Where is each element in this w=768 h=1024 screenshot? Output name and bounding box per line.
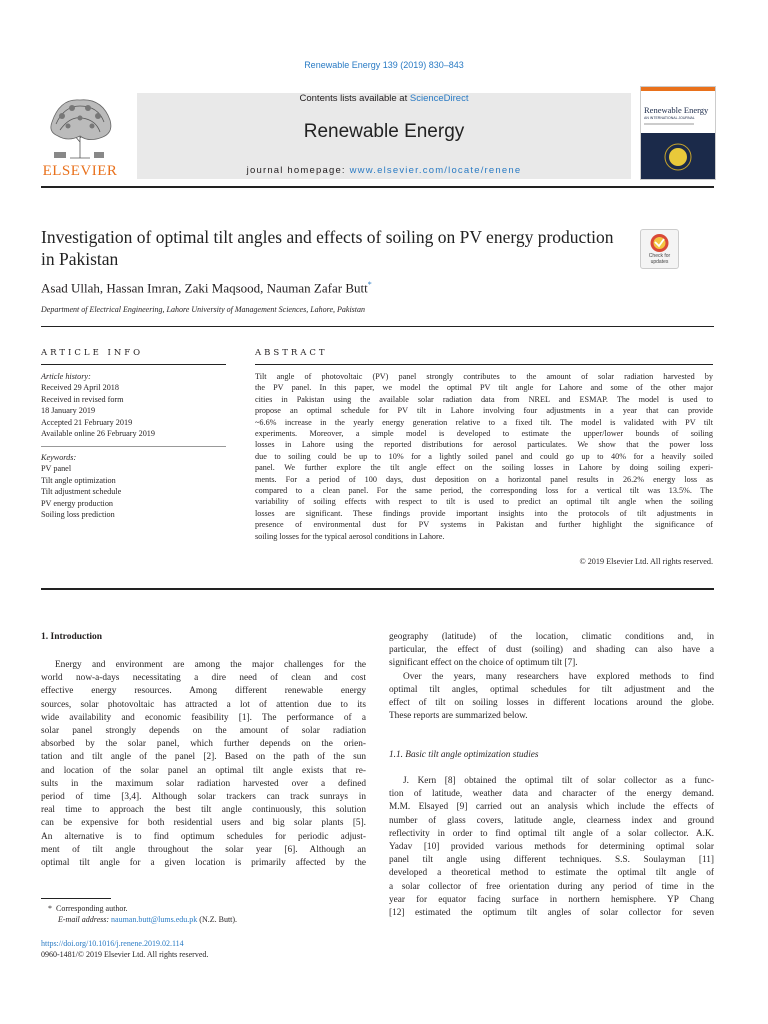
abstract-line: losses are significant. These findings provide important insights into the protocols of tilt adjustments in — [255, 508, 713, 518]
subsection-paragraph — [389, 775, 714, 920]
keyword-item: PV panel — [41, 464, 72, 474]
body-line: J. Kern [8] obtained the optimal tilt of solar collector as a func- — [403, 776, 714, 786]
keyword-item: Tilt angle optimization — [41, 475, 116, 485]
history-item: Received 29 April 2018 — [41, 383, 119, 393]
corresponding-author-mark[interactable]: * — [367, 280, 372, 289]
history-item: Accepted 21 February 2019 — [41, 417, 133, 427]
footnote — [48, 903, 368, 925]
body-line: sources, solar photovoltaic has attracted a lot of attention due to its — [41, 699, 366, 710]
cover-title: Renewable Energy — [644, 105, 709, 115]
doi-link[interactable]: https://doi.org/10.1016/j.renene.2019.02.114 — [41, 939, 184, 948]
body-line: sults in the maximum solar radiation harvested over a defined — [41, 778, 366, 789]
body-line: wide availability and economic feasibility [1]. The performance of a — [41, 712, 366, 723]
body-line: can be expensive for both residential users and big solar plants [5]. — [41, 818, 366, 829]
keywords-divider — [41, 446, 226, 447]
cover-subtitle: AN INTERNATIONAL JOURNAL — [644, 116, 695, 120]
footnote-mark: * — [48, 904, 52, 913]
abstract-line: propose an optimal schedule for PV tilt in Lahore involving four adjustments in a year that can provide — [255, 406, 713, 416]
homepage-link[interactable]: www.elsevier.com/locate/renene — [349, 165, 522, 176]
email-label: E-mail address: — [58, 915, 112, 924]
body-line: developed a theoretical method to estimate the optimal tilt angle of — [389, 868, 714, 879]
history-label: Article history: — [41, 372, 91, 381]
body-line: panel tilt angle using different techniques. S.S. Soulayman [11] — [389, 855, 714, 866]
body-line: real time to approach the best tilt angle continuously, this solution — [41, 805, 366, 816]
body-line: Over the years, many researchers have explored methods to find — [403, 671, 714, 682]
keywords-block — [41, 452, 231, 520]
email-suffix: (N.Z. Butt). — [197, 915, 238, 924]
footnote-text: Corresponding author. — [56, 904, 128, 913]
keyword-item: Tilt adjustment schedule — [41, 487, 122, 497]
body-line: solar panel strongly depends on the amount of solar radiation — [41, 726, 366, 737]
issn-line: 0960-1481/© 2019 Elsevier Ltd. All rights reserved. — [41, 950, 209, 959]
abstract-heading: ABSTRACT — [255, 348, 328, 358]
abstract-line: losses in Lahore using the reported distributions for aerosol particulates. We show that the power loss — [255, 440, 713, 450]
sciencedirect-link[interactable]: ScienceDirect — [409, 93, 469, 104]
authors-text: Asad Ullah, Hassan Imran, Zaki Maqsood, Nauman Zafar Butt — [41, 280, 368, 296]
history-item: Available online 26 February 2019 — [41, 429, 155, 439]
abstract-line: Tilt angle of photovoltaic (PV) panel strongly contributes to the amount of solar radiation harvested by — [255, 372, 713, 381]
body-line: period of time [3,4]. Although solar trackers can track sunrays in — [41, 792, 366, 803]
subsection-heading: 1.1. Basic tilt angle optimization studies — [389, 750, 539, 760]
body-line: effect of tilt on soiling losses in different locations around the globe. — [389, 698, 714, 709]
elsevier-logo — [40, 92, 120, 178]
abstract-line: ~6.6% increase in the yearly energy generation relative to a fixed tilt. The model is validated with PV tilt — [255, 417, 713, 427]
body-line: world now-a-days necessitating a dire need of clean and cost — [41, 673, 366, 684]
keyword-item: Soiling loss prediction — [41, 510, 115, 520]
body-line: Energy and environment are among the major challenges for the — [55, 660, 366, 670]
body-line: tation and tilt angle of the panel [2]. Based on the path of the sun — [41, 752, 366, 763]
article-title: Investigation of optimal tilt angles and effects of soiling on PV energy production in Pakistan — [41, 227, 614, 269]
abstract-line: due to soiling could be up to 10% for a lightly soiled panel and could go up to 40% for a heavily soiled — [255, 451, 713, 461]
body-line: optimal tilt angles, optimal schedules for tilt adjustment and the — [389, 684, 714, 695]
body-line: a solar collector of free orientation during any period of time in the — [389, 881, 714, 892]
abstract-text — [255, 371, 713, 542]
affiliation: Department of Electrical Engineering, Lahore University of Management Sciences, Lahore, Pakistan — [41, 305, 366, 314]
body-line: absorbed by the solar panel, which further depends on the orien- — [41, 739, 366, 750]
keywords-label: Keywords: — [41, 453, 77, 462]
badge-line-2: updates — [650, 259, 669, 265]
keyword-item: PV energy production — [41, 498, 114, 508]
body-line: These reports are summarized below. — [389, 711, 528, 722]
body-line: effective energy resources. Among different renewable energy — [41, 686, 366, 697]
abstract-line: panel. We further explore the tilt angle effect on the soiling losses in Lahore by doing soiling experi- — [255, 463, 713, 473]
right-column-text — [389, 631, 714, 723]
body-line: year for equator facing surface in northern hemisphere. YP Chang — [389, 894, 714, 905]
body-line: Yadav [10] provided various methods for determining optimal solar — [389, 842, 714, 853]
check-for-updates-badge[interactable] — [640, 229, 679, 269]
history-item: Received in revised form — [41, 394, 124, 404]
article-history — [41, 371, 231, 439]
body-line: significant effect on the choice of optimum tilt [7]. — [389, 658, 578, 669]
journal-homepage-line — [137, 165, 631, 176]
journal-title: Renewable Energy — [303, 121, 465, 142]
journal-citation[interactable]: Renewable Energy 139 (2019) 830–843 — [304, 60, 464, 70]
history-item: 18 January 2019 — [41, 406, 96, 416]
abstract-line: soiling losses for the typical aerosol conditions in Lahore. — [255, 531, 445, 541]
body-line: geography (latitude) of the location, climatic conditions and, in — [389, 632, 714, 642]
abstract-line: ments. For a period of 100 days, dust deposition on a horizontal panel results in 26.2% energy loss as — [255, 474, 713, 484]
abstract-line: presence of environmental dust for PV systems in Pakistan and further highlight the significance of — [255, 520, 713, 530]
header-rule — [41, 186, 714, 188]
badge-line-1: Check for — [648, 253, 671, 259]
body-rule — [41, 588, 714, 590]
abstract-copyright: © 2019 Elsevier Ltd. All rights reserved. — [579, 557, 713, 566]
contents-prefix: Contents lists available at — [299, 93, 410, 104]
footnote-rule — [41, 898, 111, 899]
section-heading-introduction: 1. Introduction — [41, 632, 103, 642]
body-line: M.M. Elsayed [9] carried out an analysis which include the effects of — [389, 802, 714, 813]
article-info-heading: ARTICLE INFO — [41, 348, 144, 358]
abstract-line: variability of soiling effects with respect to tilt is used to predict an optimal tilt angle when the soiling — [255, 497, 713, 507]
abstract-line: the PV panel. In this paper, we model the optimal PV tilt angle for Lahore and some of the other major — [255, 383, 713, 393]
body-line: and location of the solar panel an optimal tilt angle exists that re- — [41, 765, 366, 776]
abstract-line: cities in Pakistan using the available solar radiation data from NREL and ESMAP. The model is used to — [255, 394, 713, 404]
publisher-name: ELSEVIER — [42, 163, 118, 179]
journal-cover-image[interactable] — [640, 86, 716, 180]
author-email-link[interactable]: nauman.butt@lums.edu.pk — [111, 915, 198, 924]
body-line: optimal tilt angle for a given location is primarily affected by the — [41, 858, 366, 869]
abstract-line: compared to a clean panel. For the same period, the corresponding loss for a vertical tilt was 13.5%. The — [255, 486, 713, 496]
homepage-prefix: journal homepage: — [246, 165, 350, 176]
body-line: tion of latitude, weather data and character of the energy demand. — [389, 789, 714, 800]
body-line: number of glass covers, latitude angle, clearness index and ground — [389, 815, 714, 826]
body-line: An alternative is to find optimum schedules for periodic adjust- — [41, 831, 366, 842]
contents-line — [137, 93, 631, 104]
cover-artwork — [641, 133, 715, 179]
body-line: ment of tilt angle throughout the solar year [6]. Although an — [41, 844, 366, 855]
affiliation-rule — [41, 326, 714, 327]
abstract-rule — [255, 364, 713, 365]
article-info-rule — [41, 364, 226, 365]
body-line: reflectivity in order to find optimal tilt angle of a solar collector. A.K. — [389, 828, 714, 839]
cover-sun-icon — [641, 133, 715, 179]
abstract-line: experiments. Moreover, a simple model is developed to estimate the upper/lower bounds of soiling — [255, 429, 713, 439]
body-line: [12] estimated the optimum tilt angles of solar collector for seven — [389, 908, 714, 919]
intro-paragraph — [41, 659, 366, 870]
check-updates-icon — [641, 230, 678, 254]
body-line: particular, the effect of dust (soiling) and shading can also have a — [389, 645, 714, 656]
author-list — [41, 280, 372, 296]
doi-block — [41, 938, 361, 960]
